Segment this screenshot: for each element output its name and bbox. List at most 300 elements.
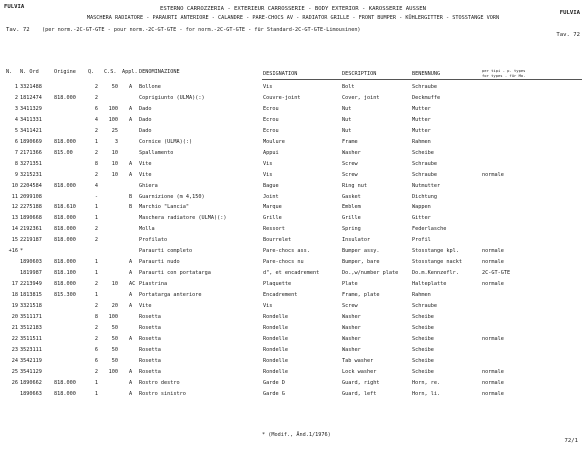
part-number-cell: 3411329 (20, 105, 42, 112)
description-cell: Tab washer (342, 357, 374, 364)
benennung-cell: Horn, re. (412, 379, 441, 386)
quantity-cell: 2 (94, 226, 98, 233)
part-number-cell: 2192361 (20, 226, 42, 233)
col-part-number: N. Ord (20, 69, 39, 75)
table-row (0, 161, 586, 170)
model-name-right: FULVIA (559, 10, 580, 16)
designation-cell: Bague (263, 182, 279, 189)
quantity-cell: 2 (94, 149, 98, 156)
benennung-cell: Schraube (412, 171, 437, 178)
designation-cell: Rondelle (263, 346, 288, 353)
designation-cell: Ressort (263, 226, 285, 233)
table-row (0, 380, 586, 389)
table-row (0, 204, 586, 213)
quantity-cell: 1 (94, 379, 98, 386)
part-number-cell: 1813815 (20, 292, 42, 299)
appl-cell: A (129, 379, 133, 386)
item-number-cell: 5 (14, 127, 18, 134)
benennung-cell: Schraube (412, 84, 437, 90)
table-row (0, 369, 586, 378)
denominazione-cell: Piastrina (139, 281, 168, 288)
denominazione-cell: Vite (139, 171, 152, 178)
part-number-cell: 3411331 (20, 116, 42, 123)
denominazione-cell: Portatarga anteriore (139, 292, 202, 299)
appl-cell: B (129, 204, 133, 211)
designation-cell: d", et encadrement (263, 270, 320, 277)
part-number-cell: 3511171 (20, 313, 42, 320)
table-row (0, 270, 586, 279)
description-cell: Nut (342, 105, 352, 112)
page-number: 72/1 (564, 438, 578, 444)
part-number-cell: 3271351 (20, 160, 42, 167)
part-number-cell: 1890663 (20, 390, 42, 397)
quantity-cell: 1 (94, 270, 98, 277)
quantity-cell: 2 (94, 281, 98, 288)
designation-cell: Vis (263, 160, 273, 167)
col-types-b: for types - für Mo. (482, 73, 526, 78)
part-number-cell: 2213949 (20, 281, 42, 288)
benennung-cell: Federlasche (412, 226, 447, 233)
table-row (0, 215, 586, 224)
benennung-cell: Mutter (412, 116, 431, 123)
types-cell: normale (482, 379, 504, 386)
quantity-cell: 2 (94, 335, 98, 342)
item-number-cell: 12 (11, 204, 18, 211)
designation-cell: Moulure (263, 138, 285, 145)
item-number-cell: 17 (11, 281, 18, 288)
cs-cell: 10 (111, 160, 118, 167)
part-number-cell: 1819987 (20, 270, 42, 277)
cs-cell: 50 (111, 346, 118, 353)
cs-cell: 3 (114, 138, 118, 145)
item-number-cell: 24 (11, 357, 18, 364)
cs-cell: 50 (111, 324, 118, 331)
description-cell: Washer (342, 313, 361, 320)
denominazione-cell: Cornice (ULMA)(:) (139, 138, 193, 145)
part-number-cell: 1890662 (20, 379, 42, 386)
benennung-cell: Gitter (412, 215, 431, 222)
denominazione-cell: Rosetta (139, 313, 161, 320)
quantity-cell: 6 (94, 357, 98, 364)
description-cell: Do.,w/number plate (342, 270, 399, 277)
cs-cell: 100 (108, 105, 118, 112)
description-cell: Guard, right (342, 379, 380, 386)
item-number-cell: 19 (11, 303, 18, 309)
denominazione-cell: Rosetta (139, 368, 161, 375)
description-cell: Plate (342, 281, 358, 288)
benennung-cell: Deckmuffe (412, 94, 441, 101)
origin-cell: 815.300 (54, 292, 76, 299)
denominazione-cell: Paraurti nudo (139, 259, 180, 266)
description-cell: Nut (342, 116, 352, 123)
types-cell: normale (482, 390, 504, 397)
col-description: DESCRIPTION (342, 71, 377, 77)
table-row (0, 391, 586, 400)
cs-cell: 100 (108, 313, 118, 320)
item-number-cell: 11 (11, 193, 18, 200)
denominazione-cell: Maschera radiatore (ULMA)(:) (139, 215, 227, 222)
types-cell: normale (482, 368, 504, 375)
quantity-cell: 2 (94, 368, 98, 375)
denominazione-cell: Ghiera (139, 182, 158, 189)
quantity-cell: - (94, 193, 98, 200)
item-number-cell: 25 (11, 368, 18, 375)
description-cell: Ring nut (342, 182, 367, 189)
quantity-cell: 4 (94, 116, 98, 123)
origin-cell: 815.00 (54, 149, 73, 156)
denominazione-cell: Dado (139, 105, 152, 112)
benennung-cell: Scheibe (412, 324, 434, 331)
item-number-cell: 9 (14, 171, 18, 178)
col-types-a: per tipi - p. types (482, 68, 526, 73)
appl-cell: A (129, 116, 133, 123)
quantity-cell: 1 (94, 204, 98, 211)
quantity-cell: 2 (94, 237, 98, 244)
item-number-cell: 6 (14, 138, 18, 145)
table-row (0, 303, 586, 312)
denominazione-cell: Vite (139, 160, 152, 167)
appl-cell: A (129, 259, 133, 266)
designation-cell: Appui (263, 149, 279, 156)
table-row (0, 292, 586, 301)
table-row (0, 314, 586, 323)
appl-cell: A (129, 292, 133, 299)
table-row (0, 347, 586, 356)
description-cell: Cover, joint (342, 94, 380, 101)
origin-cell: 818.100 (54, 270, 76, 277)
denominazione-cell: Paraurti completo (139, 248, 193, 255)
denominazione-cell: Guarnizione (m 4,150) (139, 193, 205, 200)
item-number-cell: 21 (11, 324, 18, 331)
quantity-cell: 2 (94, 171, 98, 178)
table-row (0, 237, 586, 246)
benennung-cell: Dichtung (412, 193, 437, 200)
item-number-cell: 10 (11, 182, 18, 189)
item-number-cell: 14 (11, 226, 18, 233)
designation-cell: Vis (263, 303, 273, 309)
col-benennung: BENENNUNG (412, 71, 441, 77)
col-designation: DESIGNATION (263, 71, 298, 77)
types-cell: normale (482, 281, 504, 288)
part-number-cell: 3321488 (20, 84, 42, 90)
item-number-cell: 13 (11, 215, 18, 222)
quantity-cell: 2 (94, 324, 98, 331)
types-cell: 2C-GT-GTE (482, 270, 511, 277)
appl-cell: A (129, 303, 133, 309)
denominazione-cell: Paraurti con portatarga (139, 270, 211, 277)
modification-note: * (Modif., Änd.1/1976) (262, 432, 331, 438)
table-row (0, 194, 586, 203)
description-cell: Bumper assy. (342, 248, 380, 255)
denominazione-cell: Dado (139, 127, 152, 134)
designation-cell: Bourrelet (263, 237, 292, 244)
origin-cell: 818.000 (54, 390, 76, 397)
header-rule (262, 79, 582, 80)
col-appl: Appl. (122, 69, 138, 75)
table-row (0, 226, 586, 235)
origin-cell: 818.000 (54, 182, 76, 189)
quantity-cell: 4 (94, 182, 98, 189)
section-subtitle: MASCHERA RADIATORE - PARAURTI ANTERIORE - CALANDRE - PARE-CHOCS AV - RADIATOR GRILLE - FRONT BUMPER - KÜHLERGITTER - STOSSTANGE VORN (86, 15, 500, 21)
appl-cell: A (129, 390, 133, 397)
description-cell: Bumper, bare (342, 259, 380, 266)
table-row (0, 172, 586, 181)
origin-cell: 818.000 (54, 226, 76, 233)
item-number-cell: 18 (11, 292, 18, 299)
benennung-cell: Halteplatte (412, 281, 447, 288)
cs-cell: 50 (111, 357, 118, 364)
origin-cell: 818.000 (54, 281, 76, 288)
benennung-cell: Rahmen (412, 138, 431, 145)
part-number-cell: 3511511 (20, 335, 42, 342)
item-number-cell: 23 (11, 346, 18, 353)
appl-cell: A (129, 270, 133, 277)
quantity-cell: 6 (94, 346, 98, 353)
part-number-cell: 1890669 (20, 138, 42, 145)
appl-cell: A (129, 105, 133, 112)
designation-cell: Joint (263, 193, 279, 200)
designation-cell: Ecrou (263, 116, 279, 123)
description-cell: Frame, plate (342, 292, 380, 299)
part-number-cell: 1812474 (20, 94, 42, 101)
description-cell: Washer (342, 346, 361, 353)
table-row (0, 259, 586, 268)
description-cell: Nut (342, 127, 352, 134)
table-row (0, 336, 586, 345)
origin-cell: 818.000 (54, 379, 76, 386)
table-ref-right: Tav. 72 (556, 32, 580, 38)
item-number-cell: 20 (11, 313, 18, 320)
item-number-cell: 4 (14, 116, 18, 123)
designation-cell: Ecrou (263, 105, 279, 112)
table-row (0, 183, 586, 192)
part-number-cell: 2171366 (20, 149, 42, 156)
cs-cell: 10 (111, 171, 118, 178)
benennung-cell: Scheibe (412, 335, 434, 342)
denominazione-cell: Rosetta (139, 335, 161, 342)
item-number-cell: 1 (14, 84, 18, 90)
col-n: N. (6, 69, 13, 75)
benennung-cell: Scheibe (412, 368, 434, 375)
cs-cell: 100 (108, 368, 118, 375)
table-ref-left: Tav. 72 (6, 27, 30, 33)
item-number-cell: 26 (11, 379, 18, 386)
denominazione-cell: Molla (139, 226, 155, 233)
designation-cell: Rondelle (263, 335, 288, 342)
denominazione-cell: Dado (139, 116, 152, 123)
cs-cell: 25 (111, 127, 118, 134)
designation-cell: Encadrement (263, 292, 298, 299)
benennung-cell: Schraube (412, 160, 437, 167)
description-cell: Washer (342, 335, 361, 342)
table-row (0, 358, 586, 367)
part-number-cell: 3541129 (20, 368, 42, 375)
description-cell: Emblem (342, 204, 361, 211)
quantity-cell: 1 (94, 215, 98, 222)
appl-cell: A (129, 171, 133, 178)
part-number-cell: 3542119 (20, 357, 42, 364)
table-row (0, 281, 586, 290)
table-row (0, 150, 586, 159)
designation-cell: Plaquette (263, 281, 292, 288)
description-cell: Frame (342, 138, 358, 145)
table-row (0, 325, 586, 334)
benennung-cell: Rahmen (412, 292, 431, 299)
benennung-cell: Scheibe (412, 313, 434, 320)
benennung-cell: Scheibe (412, 346, 434, 353)
appl-cell: A (129, 160, 133, 167)
denominazione-cell: Rosetta (139, 346, 161, 353)
description-cell: Spring (342, 226, 361, 233)
quantity-cell: 1 (94, 138, 98, 145)
description-cell: Screw (342, 303, 358, 309)
table-row (0, 248, 586, 257)
part-number-cell: 3321518 (20, 303, 42, 309)
origin-cell: 818.000 (54, 237, 76, 244)
benennung-cell: Mutter (412, 127, 431, 134)
benennung-cell: Schraube (412, 303, 437, 309)
benennung-cell: Stosstange nackt (412, 259, 462, 266)
designation-cell: Grille (263, 215, 282, 222)
table-row (0, 117, 586, 126)
description-cell: Washer (342, 149, 361, 156)
quantity-cell: 2 (94, 84, 98, 90)
table-row (0, 95, 586, 104)
description-cell: Grille (342, 215, 361, 222)
designation-cell: Marque (263, 204, 282, 211)
cs-cell: 50 (111, 335, 118, 342)
quantity-cell: 2 (94, 303, 98, 309)
part-number-cell: 3523111 (20, 346, 42, 353)
denominazione-cell: Rosetta (139, 324, 161, 331)
quantity-cell: 8 (94, 313, 98, 320)
description-cell: Guard, left (342, 390, 377, 397)
table-row (0, 106, 586, 115)
part-number-cell: 3512183 (20, 324, 42, 331)
benennung-cell: Mutter (412, 105, 431, 112)
item-number-cell: 2 (14, 94, 18, 101)
designation-cell: Couvre-joint (263, 94, 301, 101)
part-number-cell: 2099108 (20, 193, 42, 200)
quantity-cell: 1 (94, 259, 98, 266)
denominazione-cell: Marchio "Lancia" (139, 204, 189, 211)
part-number-cell: 2204584 (20, 182, 42, 189)
description-cell: Gasket (342, 193, 361, 200)
designation-cell: Ecrou (263, 127, 279, 134)
part-number-cell: 1890603 (20, 259, 42, 266)
designation-cell: Rondelle (263, 357, 288, 364)
applicability-note: (per norm.-2C-GT-GTE - pour norm.-2C-GT-GTE - for norm.-2C-GT-GTE - für Standard-2C-GT-GTE-Limousinen) (42, 27, 361, 33)
cs-cell: 10 (111, 281, 118, 288)
col-denominazione: DENOMINAZIONE (139, 69, 180, 75)
item-number-cell: +16 (8, 248, 18, 255)
item-number-cell: 15 (11, 237, 18, 244)
model-name-left: FULVIA (4, 4, 25, 10)
description-cell: Lock washer (342, 368, 377, 375)
col-cs: C.S. (104, 69, 117, 75)
quantity-cell: 6 (94, 105, 98, 112)
section-title: ESTERNO CARROZZERIA - EXTERIEUR CARROSSERIE - BODY EXTERIOR - KAROSSERIE AUSSEN (159, 6, 427, 12)
denominazione-cell: Profilato (139, 237, 168, 244)
types-cell: normale (482, 248, 504, 255)
description-cell: Bolt (342, 84, 355, 90)
benennung-cell: Stosstange kpl. (412, 248, 459, 255)
benennung-cell: Nutmutter (412, 182, 441, 189)
designation-cell: Pare-chocs ass. (263, 248, 310, 255)
cs-cell: 100 (108, 116, 118, 123)
denominazione-cell: Coprigiunto (ULMA)(:) (139, 94, 205, 101)
origin-cell: 818.000 (54, 215, 76, 222)
item-number-cell: 7 (14, 149, 18, 156)
part-number-cell: 3215231 (20, 171, 42, 178)
item-number-cell: 3 (14, 105, 18, 112)
benennung-cell: Horn, li. (412, 390, 441, 397)
appl-cell: B (129, 193, 133, 200)
designation-cell: Vis (263, 84, 273, 90)
part-number-cell: 1890668 (20, 215, 42, 222)
quantity-cell: 2 (94, 127, 98, 134)
origin-cell: 818.000 (54, 138, 76, 145)
denominazione-cell: Rostro sinistro (139, 390, 186, 397)
designation-cell: Garde D (263, 379, 285, 386)
col-origin: Origine (54, 69, 76, 75)
cs-cell: 50 (111, 84, 118, 90)
description-cell: Insulator (342, 237, 371, 244)
designation-cell: Garde G (263, 390, 285, 397)
denominazione-cell: Rostro destro (139, 379, 180, 386)
origin-cell: 818.000 (54, 259, 76, 266)
col-quantity: Q. (88, 69, 95, 75)
benennung-cell: Scheibe (412, 149, 434, 156)
designation-cell: Rondelle (263, 324, 288, 331)
description-cell: Screw (342, 160, 358, 167)
description-cell: Screw (342, 171, 358, 178)
part-number-cell: 2219187 (20, 237, 42, 244)
benennung-cell: Wappen (412, 204, 431, 211)
denominazione-cell: Rosetta (139, 357, 161, 364)
quantity-cell: 8 (94, 160, 98, 167)
types-cell: normale (482, 335, 504, 342)
part-number-cell: 3411421 (20, 127, 42, 134)
denominazione-cell: Spallamento (139, 149, 174, 156)
appl-cell: AC (129, 281, 136, 288)
quantity-cell: 1 (94, 390, 98, 397)
origin-cell: 818.610 (54, 204, 76, 211)
cs-cell: 20 (111, 303, 118, 309)
designation-cell: Rondelle (263, 313, 288, 320)
table-row (0, 139, 586, 148)
item-number-cell: 8 (14, 160, 18, 167)
appl-cell: A (129, 84, 133, 90)
part-number-cell: * (20, 248, 24, 255)
denominazione-cell: Vite (139, 303, 152, 309)
cs-cell: 10 (111, 149, 118, 156)
denominazione-cell: Bollone (139, 84, 161, 90)
benennung-cell: Do.m.Kennzeflr. (412, 270, 459, 277)
quantity-cell: 1 (94, 292, 98, 299)
appl-cell: A (129, 335, 133, 342)
part-number-cell: 2275188 (20, 204, 42, 211)
benennung-cell: Profil (412, 237, 431, 244)
types-cell: normale (482, 171, 504, 178)
types-cell: normale (482, 259, 504, 266)
table-row (0, 128, 586, 137)
table-row (0, 84, 586, 93)
description-cell: Washer (342, 324, 361, 331)
benennung-cell: Scheibe (412, 357, 434, 364)
origin-cell: 818.000 (54, 94, 76, 101)
quantity-cell: 2 (94, 94, 98, 101)
